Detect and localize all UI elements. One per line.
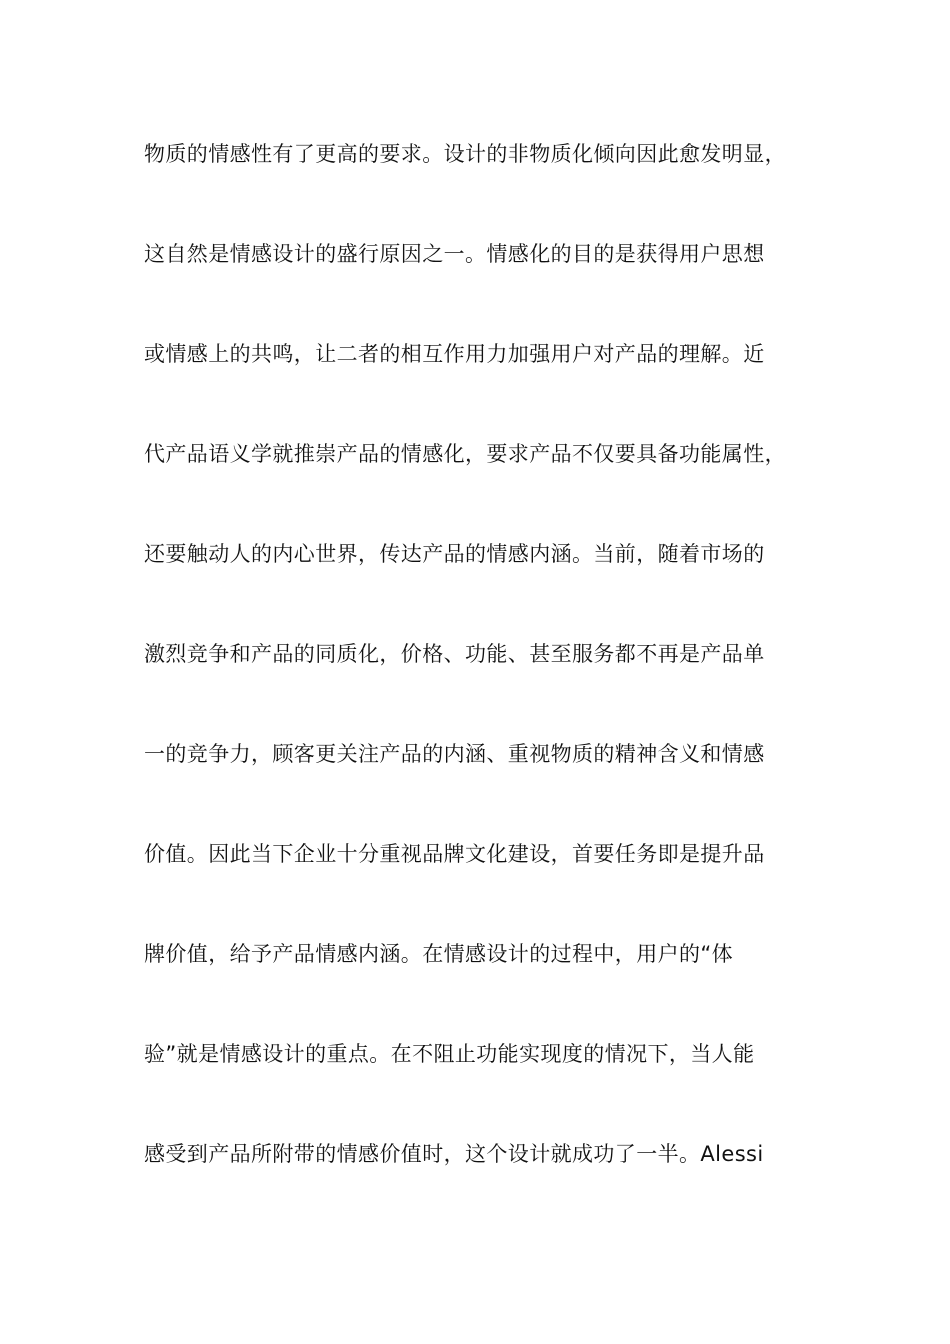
text-line: 验”就是情感设计的重点。在不阻止功能实现度的情况下，当人能 [144, 1042, 755, 1066]
text-line: 感受到产品所附带的情感价值时，这个设计就成功了一半。Alessi [144, 1142, 764, 1166]
text-line: 或情感上的共鸣，让二者的相互作用力加强用户对产品的理解。近 [144, 342, 765, 366]
text-line: 代产品语义学就推崇产品的情感化，要求产品不仅要具备功能属性， [144, 442, 786, 466]
text-line: 这自然是情感设计的盛行原因之一。情感化的目的是获得用户思想 [144, 242, 765, 266]
text-line: 物质的情感性有了更高的要求。设计的非物质化倾向因此愈发明显， [144, 142, 786, 166]
text-line: 牌价值，给予产品情感内涵。在情感设计的过程中，用户的“体 [144, 942, 734, 966]
text-line: 一的竞争力，顾客更关注产品的内涵、重视物质的精神含义和情感 [144, 742, 765, 766]
text-line: 激烈竞争和产品的同质化，价格、功能、甚至服务都不再是产品单 [144, 642, 765, 666]
text-line: 还要触动人的内心世界，传达产品的情感内涵。当前，随着市场的 [144, 542, 765, 566]
text-line: 价值。因此当下企业十分重视品牌文化建设，首要任务即是提升品 [144, 842, 765, 866]
body-text [144, 128, 824, 1228]
